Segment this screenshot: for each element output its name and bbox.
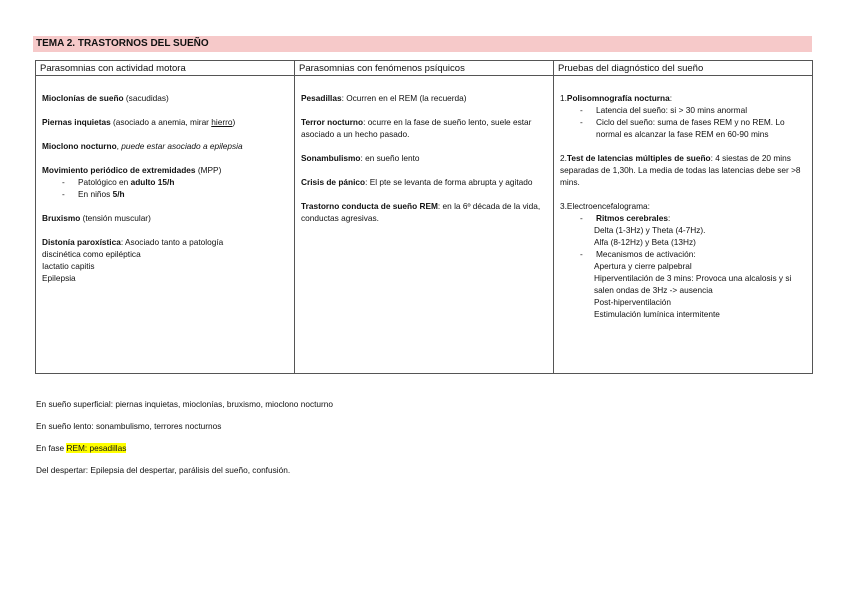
- eeg-list: [560, 212, 806, 224]
- rem-highlight: REM: pesadillas: [66, 443, 127, 453]
- note-despertar: Del despertar: Epilepsia del despertar, parálisis del sueño, confusión.: [36, 465, 291, 475]
- cell-motora: [36, 76, 295, 374]
- ritmos-line-2: Alfa (8-12Hz) y Beta (13Hz): [594, 237, 696, 247]
- entry-mioclono-nocturno: Mioclono nocturno, puede estar asociado a epilepsia: [42, 141, 243, 151]
- entry-piernas-inquietas: Piernas inquietas (asociado a anemia, mirar hierro): [42, 117, 236, 127]
- entry-distonia-line2: discinética como epiléptica: [42, 249, 141, 259]
- list-item: - Patológico en adulto 15/h: [42, 176, 288, 188]
- list-item: - Mecanismos de activación:: [560, 248, 806, 260]
- entry-pesadillas: Pesadillas: Ocurren en el REM (la recuerda): [301, 93, 467, 103]
- list-item: - En niños 5/h: [42, 188, 288, 200]
- list-item: - Latencia del sueño: si > 30 mins anormal: [560, 104, 806, 116]
- mecanismos-list: [560, 248, 806, 260]
- entry-crisis-panico: Crisis de pánico: El pte se levanta de forma abrupta y agitado: [301, 177, 533, 187]
- header-motora: Parasomnias con actividad motora: [36, 61, 295, 76]
- note-lento: En sueño lento: sonambulismo, terrores nocturnos: [36, 421, 222, 431]
- list-item: - Ritmos cerebrales:: [560, 212, 806, 224]
- cell-psiquicos: [295, 76, 554, 374]
- parasomnias-table: [35, 60, 813, 374]
- entry-mioclonias: Mioclonías de sueño (sacudidas): [42, 93, 169, 103]
- entry-epilepsia: Epilepsia: [42, 273, 76, 283]
- list-item: - Ciclo del sueño: suma de fases REM y no REM. Lo normal es alcanzar la fase REM en 60-90 mins: [560, 116, 806, 140]
- entry-electroencefalograma: 3.Electroencefalograma:: [560, 201, 650, 211]
- entry-terror-nocturno: Terror nocturno: ocurre en la fase de sueño lento, suele estar asociado a un hecho pasado.: [301, 117, 532, 139]
- ritmos-line-1: Delta (1-3Hz) y Theta (4-7Hz).: [594, 225, 706, 235]
- entry-test-latencias: 2.Test de latencias múltiples de sueño: 4 siestas de 20 mins separadas de 1,30h. La media de todas las latencias debe ser >8 mins.: [560, 153, 801, 187]
- mecanismo-line-2: Hiperventilación de 3 mins: Provoca una alcalosis y si salen ondas de 3Hz -> ausencia: [594, 273, 792, 295]
- header-psiquicos: Parasomnias con fenómenos psíquicos: [295, 61, 554, 76]
- entry-trastorno-rem: Trastorno conducta de sueño REM: en la 6º década de la vida, conductas agresivas.: [301, 201, 541, 223]
- mecanismo-line-1: Apertura y cierre palpebral: [594, 261, 692, 271]
- entry-bruxismo: Bruxismo (tensión muscular): [42, 213, 151, 223]
- mecanismo-line-4: Estimulación lumínica intermitente: [594, 309, 720, 319]
- entry-mpp: Movimiento periódico de extremidades (MPP): [42, 165, 222, 175]
- note-rem: En fase REM: pesadillas: [36, 443, 127, 453]
- entry-polisomnografia: 1.Polisomnografía nocturna:: [560, 93, 673, 103]
- psg-list: [560, 104, 806, 140]
- entry-distonia: Distonía paroxística: Asociado tanto a patología: [42, 237, 224, 247]
- header-pruebas: Pruebas del diagnóstico del sueño: [554, 61, 813, 76]
- table-body-row: [36, 76, 813, 374]
- entry-iactatio: Iactatio capitis: [42, 261, 95, 271]
- mpp-list: [42, 176, 288, 200]
- hierro-link: hierro: [211, 117, 233, 127]
- summary-notes: [36, 398, 333, 486]
- table-header-row: [36, 61, 813, 76]
- cell-pruebas: [554, 76, 813, 374]
- entry-sonambulismo: Sonambulismo: en sueño lento: [301, 153, 420, 163]
- note-superficial: En sueño superficial: piernas inquietas, mioclonías, bruxismo, mioclono nocturno: [36, 399, 333, 409]
- document-title: TEMA 2. TRASTORNOS DEL SUEÑO: [33, 36, 812, 52]
- mecanismo-line-3: Post-hiperventilación: [594, 297, 672, 307]
